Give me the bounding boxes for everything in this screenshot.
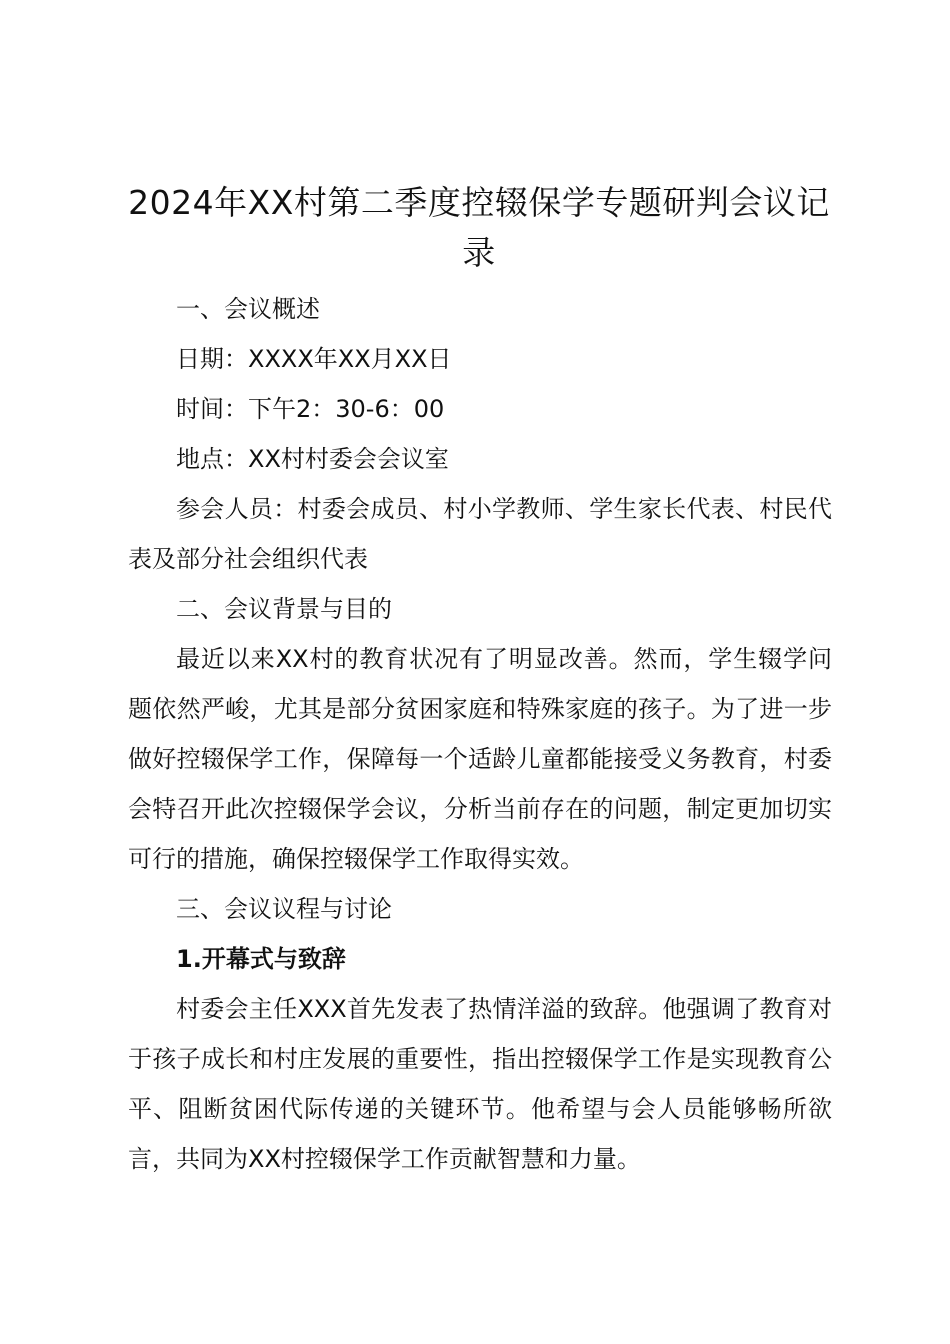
subheading-opening: 1.开幕式与致辞 [176,945,346,973]
meeting-date: 日期：XXXX年XX月XX日 [176,345,452,373]
meeting-attendees: 参会人员：村委会成员、村小学教师、学生家长代表、村民代表及部分社会组织代表 [128,495,832,573]
background-paragraph: 最近以来XX村的教育状况有了明显改善。然而，学生辍学问题依然严峻，尤其是部分贫困家庭和特殊家庭的孩子。为了进一步做好控辍保学工作，保障每一个适龄儿童都能接受义务教育，村委会特召开此次控辍保学会议，分析当前存在的问题，制定更加切实可行的措施，确保控辍保学工作取得实效。 [128,645,832,873]
section-heading-overview: 一、会议概述 [176,295,320,323]
section-heading-agenda: 三、会议议程与讨论 [176,895,392,923]
document-title: 2024年XX村第二季度控辍保学专题研判会议记录 [128,183,830,272]
opening-paragraph: 村委会主任XXX首先发表了热情洋溢的致辞。他强调了教育对于孩子成长和村庄发展的重要性，指出控辍保学工作是实现教育公平、阻断贫困代际传递的关键环节。他希望与会人员能够畅所欲言，共同为XX村控辍保学工作贡献智慧和力量。 [128,995,832,1173]
meeting-time: 时间：下午2：30-6：00 [176,395,445,423]
document-body [128,284,832,1184]
section-heading-background: 二、会议背景与目的 [176,595,392,623]
meeting-location: 地点：XX村村委会会议室 [176,445,449,473]
